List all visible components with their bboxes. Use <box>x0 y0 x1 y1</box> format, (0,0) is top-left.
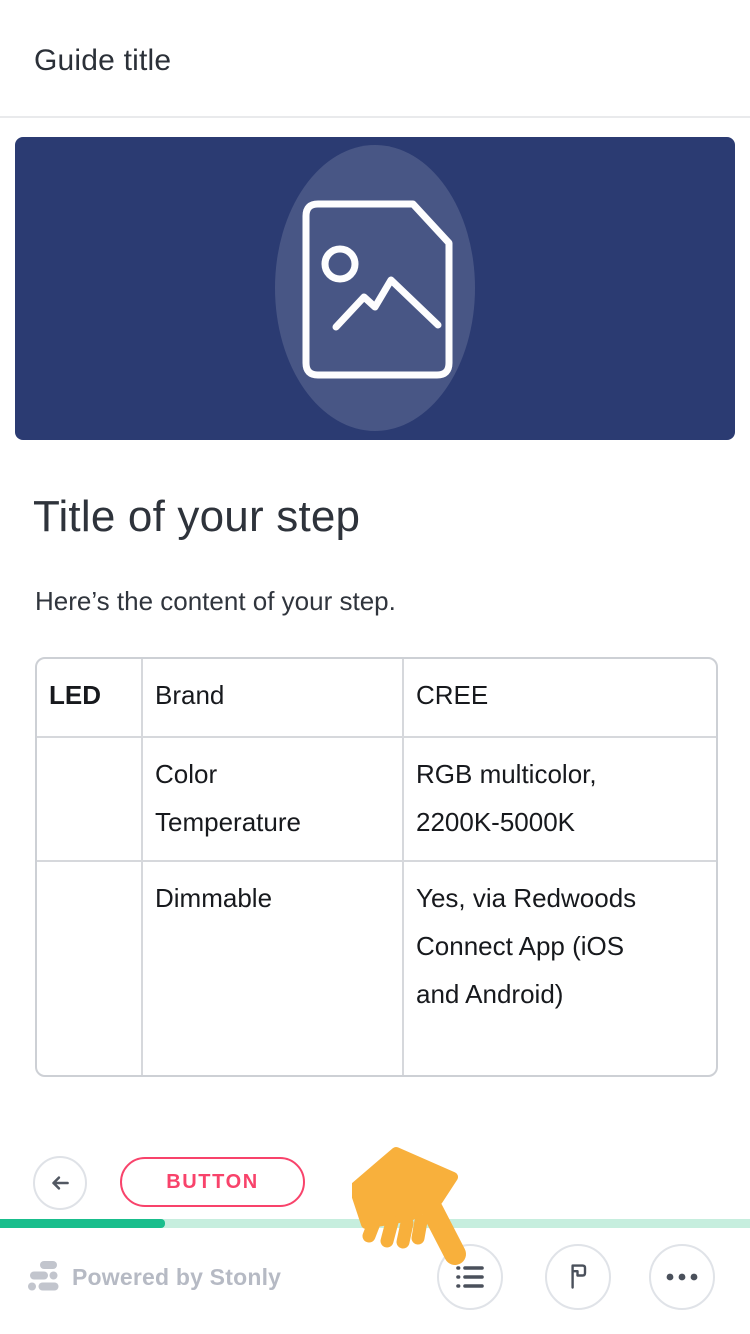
flag-icon <box>563 1262 593 1292</box>
step-body: Here’s the content of your step. <box>35 586 396 616</box>
table-cell: Dimmable <box>155 883 273 913</box>
ellipsis-icon <box>665 1272 699 1282</box>
stonly-logo-icon <box>28 1260 62 1297</box>
table-of-contents-button[interactable] <box>437 1244 503 1310</box>
spec-table <box>35 657 718 1077</box>
table-cell: CREE <box>416 680 489 710</box>
list-icon <box>454 1263 486 1291</box>
table-cell: LED <box>49 680 101 710</box>
step-title: Title of your step <box>33 492 361 541</box>
table-row <box>37 659 716 738</box>
step-button[interactable]: BUTTON <box>120 1157 305 1207</box>
report-issue-button[interactable] <box>545 1244 611 1310</box>
arrow-left-icon <box>46 1169 74 1197</box>
back-button[interactable] <box>33 1156 87 1210</box>
image-placeholder-icon <box>15 137 735 440</box>
more-options-button[interactable] <box>649 1244 715 1310</box>
table-row <box>37 862 716 1075</box>
table-cell: Color Temperature <box>155 759 301 837</box>
powered-by-label[interactable]: Powered by Stonly <box>72 1264 282 1290</box>
table-cell: Brand <box>155 680 225 710</box>
step-banner <box>15 137 735 440</box>
table-row <box>37 738 716 862</box>
table-cell: RGB multicolor, 2200K-5000K <box>416 759 597 837</box>
progress-fill <box>0 1219 165 1228</box>
progress-bar <box>0 1219 750 1228</box>
table-cell: Yes, via Redwoods Connect App (iOS and Android) <box>416 883 637 1009</box>
guide-title: Guide title <box>34 44 172 77</box>
header <box>0 0 750 118</box>
